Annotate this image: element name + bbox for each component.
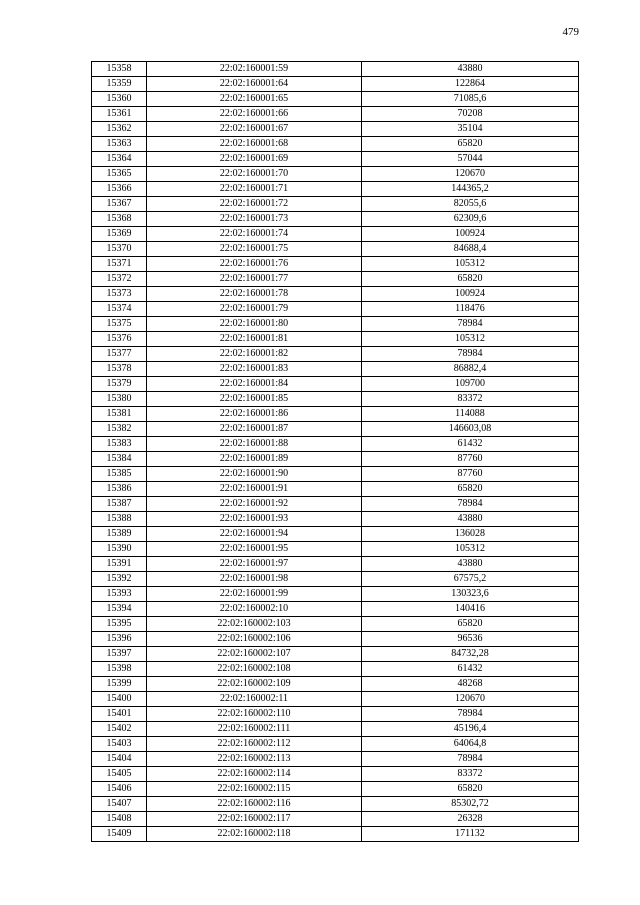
value-cell: 87760 bbox=[362, 467, 579, 482]
row-number-cell: 15387 bbox=[92, 497, 147, 512]
table-row bbox=[92, 482, 579, 497]
row-number-cell: 15359 bbox=[92, 77, 147, 92]
table-row bbox=[92, 497, 579, 512]
table-row bbox=[92, 272, 579, 287]
cadastral-number-cell: 22:02:160002:114 bbox=[147, 767, 362, 782]
cadastral-number-cell: 22:02:160002:109 bbox=[147, 677, 362, 692]
value-cell: 62309,6 bbox=[362, 212, 579, 227]
row-number-cell: 15383 bbox=[92, 437, 147, 452]
table-row bbox=[92, 317, 579, 332]
table-body bbox=[92, 62, 579, 842]
row-number-cell: 15398 bbox=[92, 662, 147, 677]
row-number-cell: 15371 bbox=[92, 257, 147, 272]
row-number-cell: 15385 bbox=[92, 467, 147, 482]
row-number-cell: 15373 bbox=[92, 287, 147, 302]
value-cell: 35104 bbox=[362, 122, 579, 137]
value-cell: 96536 bbox=[362, 632, 579, 647]
value-cell: 65820 bbox=[362, 782, 579, 797]
row-number-cell: 15370 bbox=[92, 242, 147, 257]
row-number-cell: 15360 bbox=[92, 92, 147, 107]
value-cell: 78984 bbox=[362, 752, 579, 767]
cadastral-number-cell: 22:02:160001:82 bbox=[147, 347, 362, 362]
cadastral-number-cell: 22:02:160001:75 bbox=[147, 242, 362, 257]
table-row bbox=[92, 722, 579, 737]
table-row bbox=[92, 782, 579, 797]
row-number-cell: 15358 bbox=[92, 62, 147, 77]
row-number-cell: 15392 bbox=[92, 572, 147, 587]
value-cell: 26328 bbox=[362, 812, 579, 827]
cadastral-number-cell: 22:02:160001:83 bbox=[147, 362, 362, 377]
value-cell: 84732,28 bbox=[362, 647, 579, 662]
cadastral-number-cell: 22:02:160001:77 bbox=[147, 272, 362, 287]
row-number-cell: 15403 bbox=[92, 737, 147, 752]
cadastral-number-cell: 22:02:160001:88 bbox=[147, 437, 362, 452]
value-cell: 118476 bbox=[362, 302, 579, 317]
table-row bbox=[92, 62, 579, 77]
row-number-cell: 15364 bbox=[92, 152, 147, 167]
cadastral-number-cell: 22:02:160001:76 bbox=[147, 257, 362, 272]
cadastral-number-cell: 22:02:160001:65 bbox=[147, 92, 362, 107]
table-row bbox=[92, 632, 579, 647]
value-cell: 105312 bbox=[362, 332, 579, 347]
cadastral-number-cell: 22:02:160002:107 bbox=[147, 647, 362, 662]
cadastral-number-cell: 22:02:160002:11 bbox=[147, 692, 362, 707]
value-cell: 70208 bbox=[362, 107, 579, 122]
table-row bbox=[92, 602, 579, 617]
cadastral-number-cell: 22:02:160001:74 bbox=[147, 227, 362, 242]
cadastral-number-cell: 22:02:160002:10 bbox=[147, 602, 362, 617]
row-number-cell: 15408 bbox=[92, 812, 147, 827]
row-number-cell: 15381 bbox=[92, 407, 147, 422]
cadastral-number-cell: 22:02:160001:99 bbox=[147, 587, 362, 602]
cadastral-value-table bbox=[91, 61, 579, 842]
value-cell: 122864 bbox=[362, 77, 579, 92]
row-number-cell: 15376 bbox=[92, 332, 147, 347]
row-number-cell: 15405 bbox=[92, 767, 147, 782]
row-number-cell: 15382 bbox=[92, 422, 147, 437]
row-number-cell: 15389 bbox=[92, 527, 147, 542]
table-row bbox=[92, 692, 579, 707]
row-number-cell: 15372 bbox=[92, 272, 147, 287]
row-number-cell: 15368 bbox=[92, 212, 147, 227]
value-cell: 61432 bbox=[362, 437, 579, 452]
row-number-cell: 15377 bbox=[92, 347, 147, 362]
cadastral-number-cell: 22:02:160001:59 bbox=[147, 62, 362, 77]
value-cell: 43880 bbox=[362, 512, 579, 527]
cadastral-number-cell: 22:02:160001:87 bbox=[147, 422, 362, 437]
table-row bbox=[92, 257, 579, 272]
table-row bbox=[92, 437, 579, 452]
value-cell: 43880 bbox=[362, 62, 579, 77]
cadastral-number-cell: 22:02:160001:66 bbox=[147, 107, 362, 122]
cadastral-number-cell: 22:02:160001:70 bbox=[147, 167, 362, 182]
table-row bbox=[92, 677, 579, 692]
value-cell: 78984 bbox=[362, 347, 579, 362]
row-number-cell: 15375 bbox=[92, 317, 147, 332]
cadastral-number-cell: 22:02:160001:67 bbox=[147, 122, 362, 137]
row-number-cell: 15406 bbox=[92, 782, 147, 797]
row-number-cell: 15367 bbox=[92, 197, 147, 212]
table-row bbox=[92, 707, 579, 722]
table-row bbox=[92, 77, 579, 92]
table-row bbox=[92, 392, 579, 407]
row-number-cell: 15379 bbox=[92, 377, 147, 392]
value-cell: 146603,08 bbox=[362, 422, 579, 437]
value-cell: 78984 bbox=[362, 497, 579, 512]
table-row bbox=[92, 542, 579, 557]
row-number-cell: 15397 bbox=[92, 647, 147, 662]
value-cell: 105312 bbox=[362, 257, 579, 272]
row-number-cell: 15374 bbox=[92, 302, 147, 317]
row-number-cell: 15384 bbox=[92, 452, 147, 467]
table-row bbox=[92, 122, 579, 137]
table-row bbox=[92, 182, 579, 197]
table-row bbox=[92, 422, 579, 437]
table-row bbox=[92, 647, 579, 662]
value-cell: 64064,8 bbox=[362, 737, 579, 752]
table-row bbox=[92, 242, 579, 257]
table-row bbox=[92, 137, 579, 152]
cadastral-number-cell: 22:02:160001:80 bbox=[147, 317, 362, 332]
table-row bbox=[92, 407, 579, 422]
table-row bbox=[92, 587, 579, 602]
table-row bbox=[92, 452, 579, 467]
value-cell: 45196,4 bbox=[362, 722, 579, 737]
table-row bbox=[92, 662, 579, 677]
cadastral-number-cell: 22:02:160001:69 bbox=[147, 152, 362, 167]
cadastral-number-cell: 22:02:160001:72 bbox=[147, 197, 362, 212]
value-cell: 65820 bbox=[362, 137, 579, 152]
value-cell: 78984 bbox=[362, 707, 579, 722]
value-cell: 130323,6 bbox=[362, 587, 579, 602]
value-cell: 105312 bbox=[362, 542, 579, 557]
table-row bbox=[92, 197, 579, 212]
value-cell: 57044 bbox=[362, 152, 579, 167]
cadastral-number-cell: 22:02:160002:110 bbox=[147, 707, 362, 722]
value-cell: 136028 bbox=[362, 527, 579, 542]
row-number-cell: 15378 bbox=[92, 362, 147, 377]
row-number-cell: 15396 bbox=[92, 632, 147, 647]
table-row bbox=[92, 167, 579, 182]
row-number-cell: 15380 bbox=[92, 392, 147, 407]
table-row bbox=[92, 797, 579, 812]
table-row bbox=[92, 752, 579, 767]
row-number-cell: 15395 bbox=[92, 617, 147, 632]
table-row bbox=[92, 302, 579, 317]
table-row bbox=[92, 467, 579, 482]
cadastral-number-cell: 22:02:160002:111 bbox=[147, 722, 362, 737]
cadastral-number-cell: 22:02:160002:113 bbox=[147, 752, 362, 767]
cadastral-number-cell: 22:02:160001:93 bbox=[147, 512, 362, 527]
value-cell: 171132 bbox=[362, 827, 579, 842]
table-row bbox=[92, 737, 579, 752]
row-number-cell: 15386 bbox=[92, 482, 147, 497]
row-number-cell: 15409 bbox=[92, 827, 147, 842]
cadastral-number-cell: 22:02:160001:71 bbox=[147, 182, 362, 197]
page-number: 479 bbox=[562, 26, 579, 38]
row-number-cell: 15400 bbox=[92, 692, 147, 707]
table-row bbox=[92, 107, 579, 122]
table-row bbox=[92, 767, 579, 782]
cadastral-number-cell: 22:02:160001:95 bbox=[147, 542, 362, 557]
value-cell: 67575,2 bbox=[362, 572, 579, 587]
table-row bbox=[92, 812, 579, 827]
value-cell: 100924 bbox=[362, 227, 579, 242]
cadastral-number-cell: 22:02:160002:115 bbox=[147, 782, 362, 797]
table-row bbox=[92, 617, 579, 632]
table-row bbox=[92, 152, 579, 167]
value-cell: 109700 bbox=[362, 377, 579, 392]
table-row bbox=[92, 227, 579, 242]
row-number-cell: 15393 bbox=[92, 587, 147, 602]
row-number-cell: 15365 bbox=[92, 167, 147, 182]
value-cell: 120670 bbox=[362, 692, 579, 707]
row-number-cell: 15362 bbox=[92, 122, 147, 137]
value-cell: 144365,2 bbox=[362, 182, 579, 197]
cadastral-number-cell: 22:02:160001:79 bbox=[147, 302, 362, 317]
value-cell: 71085,6 bbox=[362, 92, 579, 107]
table-row bbox=[92, 287, 579, 302]
cadastral-number-cell: 22:02:160002:103 bbox=[147, 617, 362, 632]
cadastral-number-cell: 22:02:160001:92 bbox=[147, 497, 362, 512]
cadastral-number-cell: 22:02:160001:94 bbox=[147, 527, 362, 542]
cadastral-number-cell: 22:02:160001:68 bbox=[147, 137, 362, 152]
cadastral-number-cell: 22:02:160001:84 bbox=[147, 377, 362, 392]
row-number-cell: 15391 bbox=[92, 557, 147, 572]
value-cell: 65820 bbox=[362, 617, 579, 632]
value-cell: 85302,72 bbox=[362, 797, 579, 812]
value-cell: 83372 bbox=[362, 392, 579, 407]
value-cell: 120670 bbox=[362, 167, 579, 182]
row-number-cell: 15404 bbox=[92, 752, 147, 767]
row-number-cell: 15363 bbox=[92, 137, 147, 152]
cadastral-number-cell: 22:02:160001:97 bbox=[147, 557, 362, 572]
row-number-cell: 15366 bbox=[92, 182, 147, 197]
cadastral-number-cell: 22:02:160002:106 bbox=[147, 632, 362, 647]
value-cell: 87760 bbox=[362, 452, 579, 467]
cadastral-number-cell: 22:02:160001:86 bbox=[147, 407, 362, 422]
table-row bbox=[92, 377, 579, 392]
value-cell: 43880 bbox=[362, 557, 579, 572]
cadastral-number-cell: 22:02:160001:89 bbox=[147, 452, 362, 467]
value-cell: 78984 bbox=[362, 317, 579, 332]
cadastral-number-cell: 22:02:160002:108 bbox=[147, 662, 362, 677]
value-cell: 82055,6 bbox=[362, 197, 579, 212]
table-row bbox=[92, 512, 579, 527]
table-row bbox=[92, 92, 579, 107]
table-row bbox=[92, 827, 579, 842]
table-row bbox=[92, 527, 579, 542]
value-cell: 86882,4 bbox=[362, 362, 579, 377]
cadastral-number-cell: 22:02:160001:64 bbox=[147, 77, 362, 92]
value-cell: 114088 bbox=[362, 407, 579, 422]
value-cell: 48268 bbox=[362, 677, 579, 692]
table-row bbox=[92, 362, 579, 377]
value-cell: 61432 bbox=[362, 662, 579, 677]
cadastral-number-cell: 22:02:160002:116 bbox=[147, 797, 362, 812]
cadastral-number-cell: 22:02:160001:73 bbox=[147, 212, 362, 227]
value-cell: 65820 bbox=[362, 272, 579, 287]
table-row bbox=[92, 557, 579, 572]
cadastral-number-cell: 22:02:160002:117 bbox=[147, 812, 362, 827]
cadastral-number-cell: 22:02:160001:91 bbox=[147, 482, 362, 497]
cadastral-number-cell: 22:02:160002:118 bbox=[147, 827, 362, 842]
value-cell: 83372 bbox=[362, 767, 579, 782]
row-number-cell: 15407 bbox=[92, 797, 147, 812]
value-cell: 140416 bbox=[362, 602, 579, 617]
row-number-cell: 15390 bbox=[92, 542, 147, 557]
cadastral-number-cell: 22:02:160001:78 bbox=[147, 287, 362, 302]
value-cell: 65820 bbox=[362, 482, 579, 497]
table-row bbox=[92, 212, 579, 227]
cadastral-number-cell: 22:02:160002:112 bbox=[147, 737, 362, 752]
value-cell: 84688,4 bbox=[362, 242, 579, 257]
row-number-cell: 15399 bbox=[92, 677, 147, 692]
cadastral-number-cell: 22:02:160001:85 bbox=[147, 392, 362, 407]
row-number-cell: 15401 bbox=[92, 707, 147, 722]
row-number-cell: 15361 bbox=[92, 107, 147, 122]
cadastral-number-cell: 22:02:160001:90 bbox=[147, 467, 362, 482]
table-row bbox=[92, 572, 579, 587]
value-cell: 100924 bbox=[362, 287, 579, 302]
row-number-cell: 15394 bbox=[92, 602, 147, 617]
table-row bbox=[92, 347, 579, 362]
cadastral-number-cell: 22:02:160001:81 bbox=[147, 332, 362, 347]
row-number-cell: 15402 bbox=[92, 722, 147, 737]
table-row bbox=[92, 332, 579, 347]
cadastral-number-cell: 22:02:160001:98 bbox=[147, 572, 362, 587]
row-number-cell: 15369 bbox=[92, 227, 147, 242]
row-number-cell: 15388 bbox=[92, 512, 147, 527]
